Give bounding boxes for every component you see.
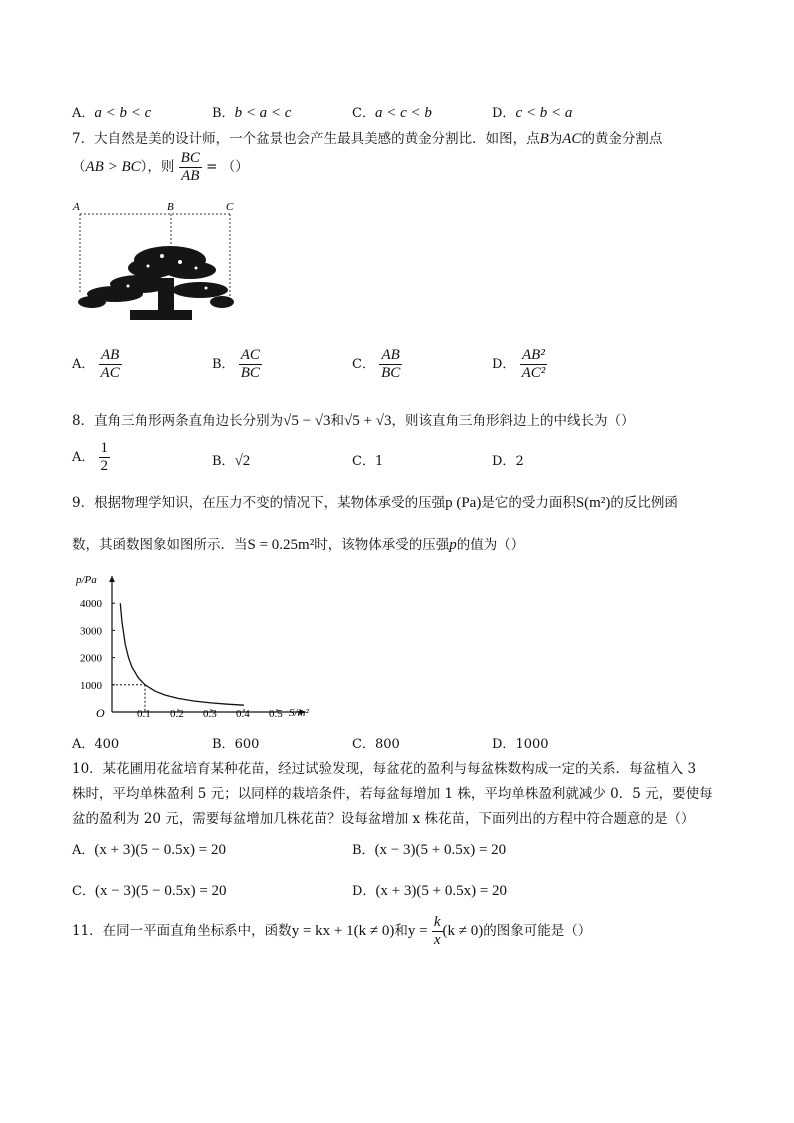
q10-line1: 10．某花圃用花盆培育某种花苗，经过试验发现，每盆花的盈利与每盆株数构成一定的关系．每盆植入 3 bbox=[72, 761, 697, 777]
y-axis-label: p/Pa bbox=[76, 574, 97, 586]
x-tick-label: 0.1 bbox=[137, 708, 151, 720]
origin-label: O bbox=[96, 706, 105, 720]
q6-option-c: C．a < c < b bbox=[352, 105, 432, 121]
q7-option-d: D． $\frac{\text{AB²}}{\text{AC²}}$ bbox=[492, 347, 546, 381]
series-curve bbox=[120, 603, 244, 705]
q10-option-d: D．(x + 3)(5 + 0.5x) = 20 bbox=[352, 883, 508, 899]
bonsai-figure bbox=[70, 198, 240, 326]
y-tick-label: 3000 bbox=[80, 625, 102, 638]
x-tick-label: 0.5 bbox=[269, 708, 283, 720]
figure-label-c: C bbox=[226, 201, 234, 213]
q7-option-a: A． $\frac{AB}{AC}$ bbox=[72, 347, 120, 381]
q6-option-b: B．b < a < c bbox=[212, 105, 292, 121]
q9-line2: 数，其函数图象如图所示．当S = 0.25m²时，该物体承受的压强p的值为（） bbox=[72, 537, 525, 553]
q8-stem: 8．直角三角形两条直角边长分别为√5 − √3和√5 + √3，则该直角三角形斜边上的中线长为（） bbox=[72, 413, 635, 429]
q9-line1: 9．根据物理学知识，在压力不变的情况下，某物体承受的压强p (Pa)是它的受力面积S(m²)的反比例函 bbox=[72, 495, 678, 511]
q8-option-c: C．1 bbox=[352, 454, 384, 469]
y-tick-label: 4000 bbox=[80, 598, 102, 611]
y-axis-arrow bbox=[109, 576, 115, 582]
figure-label-b: B bbox=[167, 201, 174, 213]
figure-label-a: A bbox=[73, 201, 80, 213]
y-tick-label: 1000 bbox=[80, 679, 102, 692]
q9-option-c: C．800 bbox=[352, 737, 400, 752]
x-axis-label: S/m² bbox=[289, 707, 309, 719]
q10-line2: 株时，平均单株盈利 5 元；以同样的栽培条件，若每盆每增加 1 株，平均单株盈利就减少 0．5 元，要使每 bbox=[72, 786, 713, 802]
q7-option-c: C． $\frac{AB}{BC}$ bbox=[352, 347, 401, 381]
q10-option-a: A．(x + 3)(5 − 0.5x) = 20 bbox=[72, 842, 226, 858]
q9-option-b: B．600 bbox=[212, 737, 260, 752]
y-tick-label: 2000 bbox=[80, 652, 102, 665]
q7-line1: 7．大自然是美的设计师，一个盆景也会产生最具美感的黄金分割比．如图，点B为AC的黄金分割点 bbox=[72, 131, 663, 147]
q6-option-d: D．c < b < a bbox=[492, 105, 573, 121]
q7-option-b: B． $\frac{AC}{BC}$ bbox=[212, 347, 260, 381]
q7-line2: （AB > BC），则 $\frac{BC}{AB}$ = （） bbox=[72, 150, 249, 184]
q6-option-a: A．a < b < c bbox=[72, 105, 152, 121]
q10-option-c: C．(x − 3)(5 − 0.5x) = 20 bbox=[72, 883, 227, 899]
q8-option-b: B．√2 bbox=[212, 453, 251, 469]
q9-option-a: A．400 bbox=[72, 737, 120, 752]
q7-ratio-fraction: $\frac{BC}{AB}$ bbox=[180, 150, 200, 184]
q10-option-b: B．(x − 3)(5 + 0.5x) = 20 bbox=[352, 842, 507, 858]
x-tick-label: 0.4 bbox=[236, 708, 250, 720]
x-tick-label: 0.2 bbox=[170, 708, 184, 720]
q11-stem: 11．在同一平面直角坐标系中，函数y = kx + 1(k ≠ 0)和y = $\frac{k}{x}$ (k ≠ 0)的图象可能是（） bbox=[72, 914, 592, 948]
x-tick-label: 0.3 bbox=[203, 708, 217, 720]
q10-line3: 盆的盈利为 20 元，需要每盆增加几株花苗？设每盆增加 x 株花苗，下面列出的方程中符合题意的是（） bbox=[72, 811, 695, 827]
q9-option-d: D．1000 bbox=[492, 737, 549, 752]
q8-option-a: A． $\frac{1}{2}$ bbox=[72, 440, 109, 474]
pressure-area-chart bbox=[72, 572, 328, 724]
q8-option-d: D．2 bbox=[492, 454, 524, 469]
